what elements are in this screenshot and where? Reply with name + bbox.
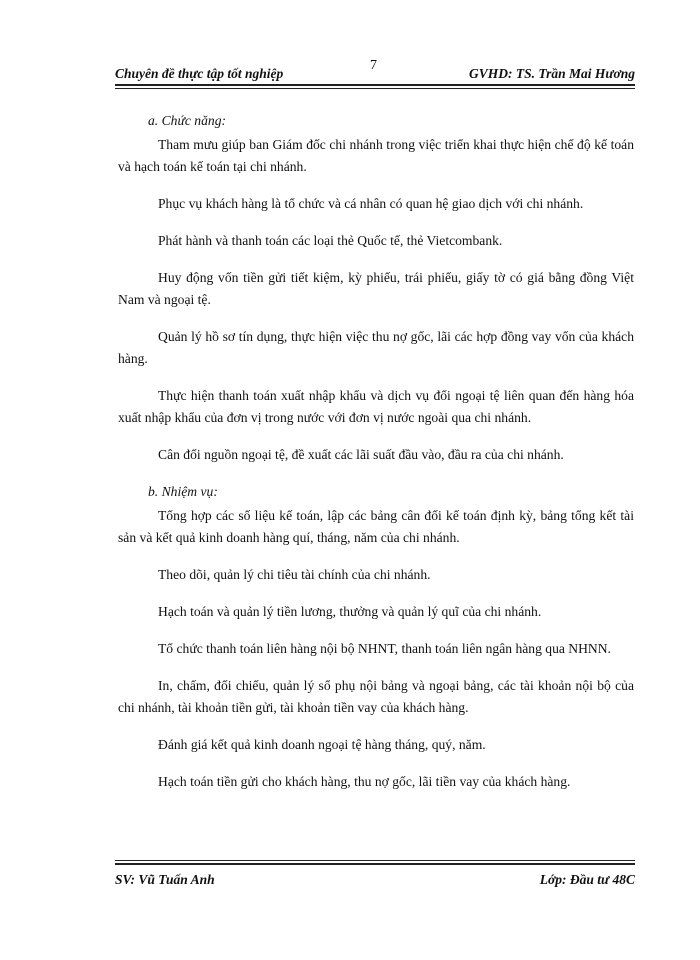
paragraph: Thực hiện thanh toán xuất nhập khẩu và dịch vụ đổi ngoại tệ liên quan đến hàng hóa xuất nhập khẩu của đơn vị trong nước với đơn vị nước ngoài qua chi nhánh. xyxy=(118,388,634,425)
header-supervisor: GVHD: TS. Trần Mai Hương xyxy=(469,66,635,81)
paragraph: Tổng hợp các số liệu kế toán, lập các bảng cân đối kế toán định kỳ, bảng tổng kết tài sản và kết quả kinh doanh hàng quí, tháng, năm của chi nhánh. xyxy=(118,508,634,545)
page-header xyxy=(115,58,635,82)
document-body xyxy=(118,110,634,793)
paragraph: Cân đối nguồn ngoại tệ, đề xuất các lãi suất đầu vào, đầu ra của chi nhánh. xyxy=(158,447,564,462)
paragraph: Hạch toán và quản lý tiền lương, thưởng và quản lý quĩ của chi nhánh. xyxy=(158,604,542,619)
paragraph: Tổ chức thanh toán liên hàng nội bộ NHNT, thanh toán liên ngân hàng qua NHNN. xyxy=(158,641,611,656)
paragraph: Phục vụ khách hàng là tổ chức và cá nhân có quan hệ giao dịch với chi nhánh. xyxy=(158,196,584,211)
page-number: 7 xyxy=(370,58,377,73)
header-rule-thin xyxy=(115,88,635,89)
footer-class: Lớp: Đầu tư 48C xyxy=(539,872,635,887)
paragraph: In, chấm, đối chiếu, quản lý sổ phụ nội bảng và ngoại bảng, các tài khoản nội bộ của chi nhánh, tài khoản tiền gửi, tài khoản tiền vay của khách hàng. xyxy=(118,678,634,715)
footer-rule-thick xyxy=(115,863,635,865)
header-rule-thick xyxy=(115,84,635,86)
section-heading-duties: b. Nhiệm vụ: xyxy=(148,484,218,499)
footer-student: SV: Vũ Tuấn Anh xyxy=(115,872,215,887)
paragraph: Theo dõi, quản lý chi tiêu tài chính của chi nhánh. xyxy=(158,567,431,582)
header-document-title: Chuyên đề thực tập tốt nghiệp xyxy=(115,66,284,81)
page-footer xyxy=(115,872,635,892)
paragraph: Đánh giá kết quả kinh doanh ngoại tệ hàng tháng, quý, năm. xyxy=(158,737,486,752)
paragraph: Phát hành và thanh toán các loại thẻ Quốc tế, thẻ Vietcombank. xyxy=(158,233,503,248)
paragraph: Tham mưu giúp ban Giám đốc chi nhánh trong việc triển khai thực hiện chế độ kế toán và hạch toán kế toán tại chi nhánh. xyxy=(118,137,634,174)
paragraph: Quản lý hồ sơ tín dụng, thực hiện việc thu nợ gốc, lãi các hợp đồng vay vốn của khách hàng. xyxy=(118,329,634,366)
paragraph: Huy động vốn tiền gửi tiết kiệm, kỳ phiếu, trái phiếu, giấy tờ có giá bằng đồng Việt Nam và ngoại tệ. xyxy=(118,270,634,307)
paragraph: Hạch toán tiền gửi cho khách hàng, thu nợ gốc, lãi tiền vay của khách hàng. xyxy=(158,774,571,789)
footer-rule-thin xyxy=(115,860,635,861)
section-heading-functions: a. Chức năng: xyxy=(148,113,227,128)
